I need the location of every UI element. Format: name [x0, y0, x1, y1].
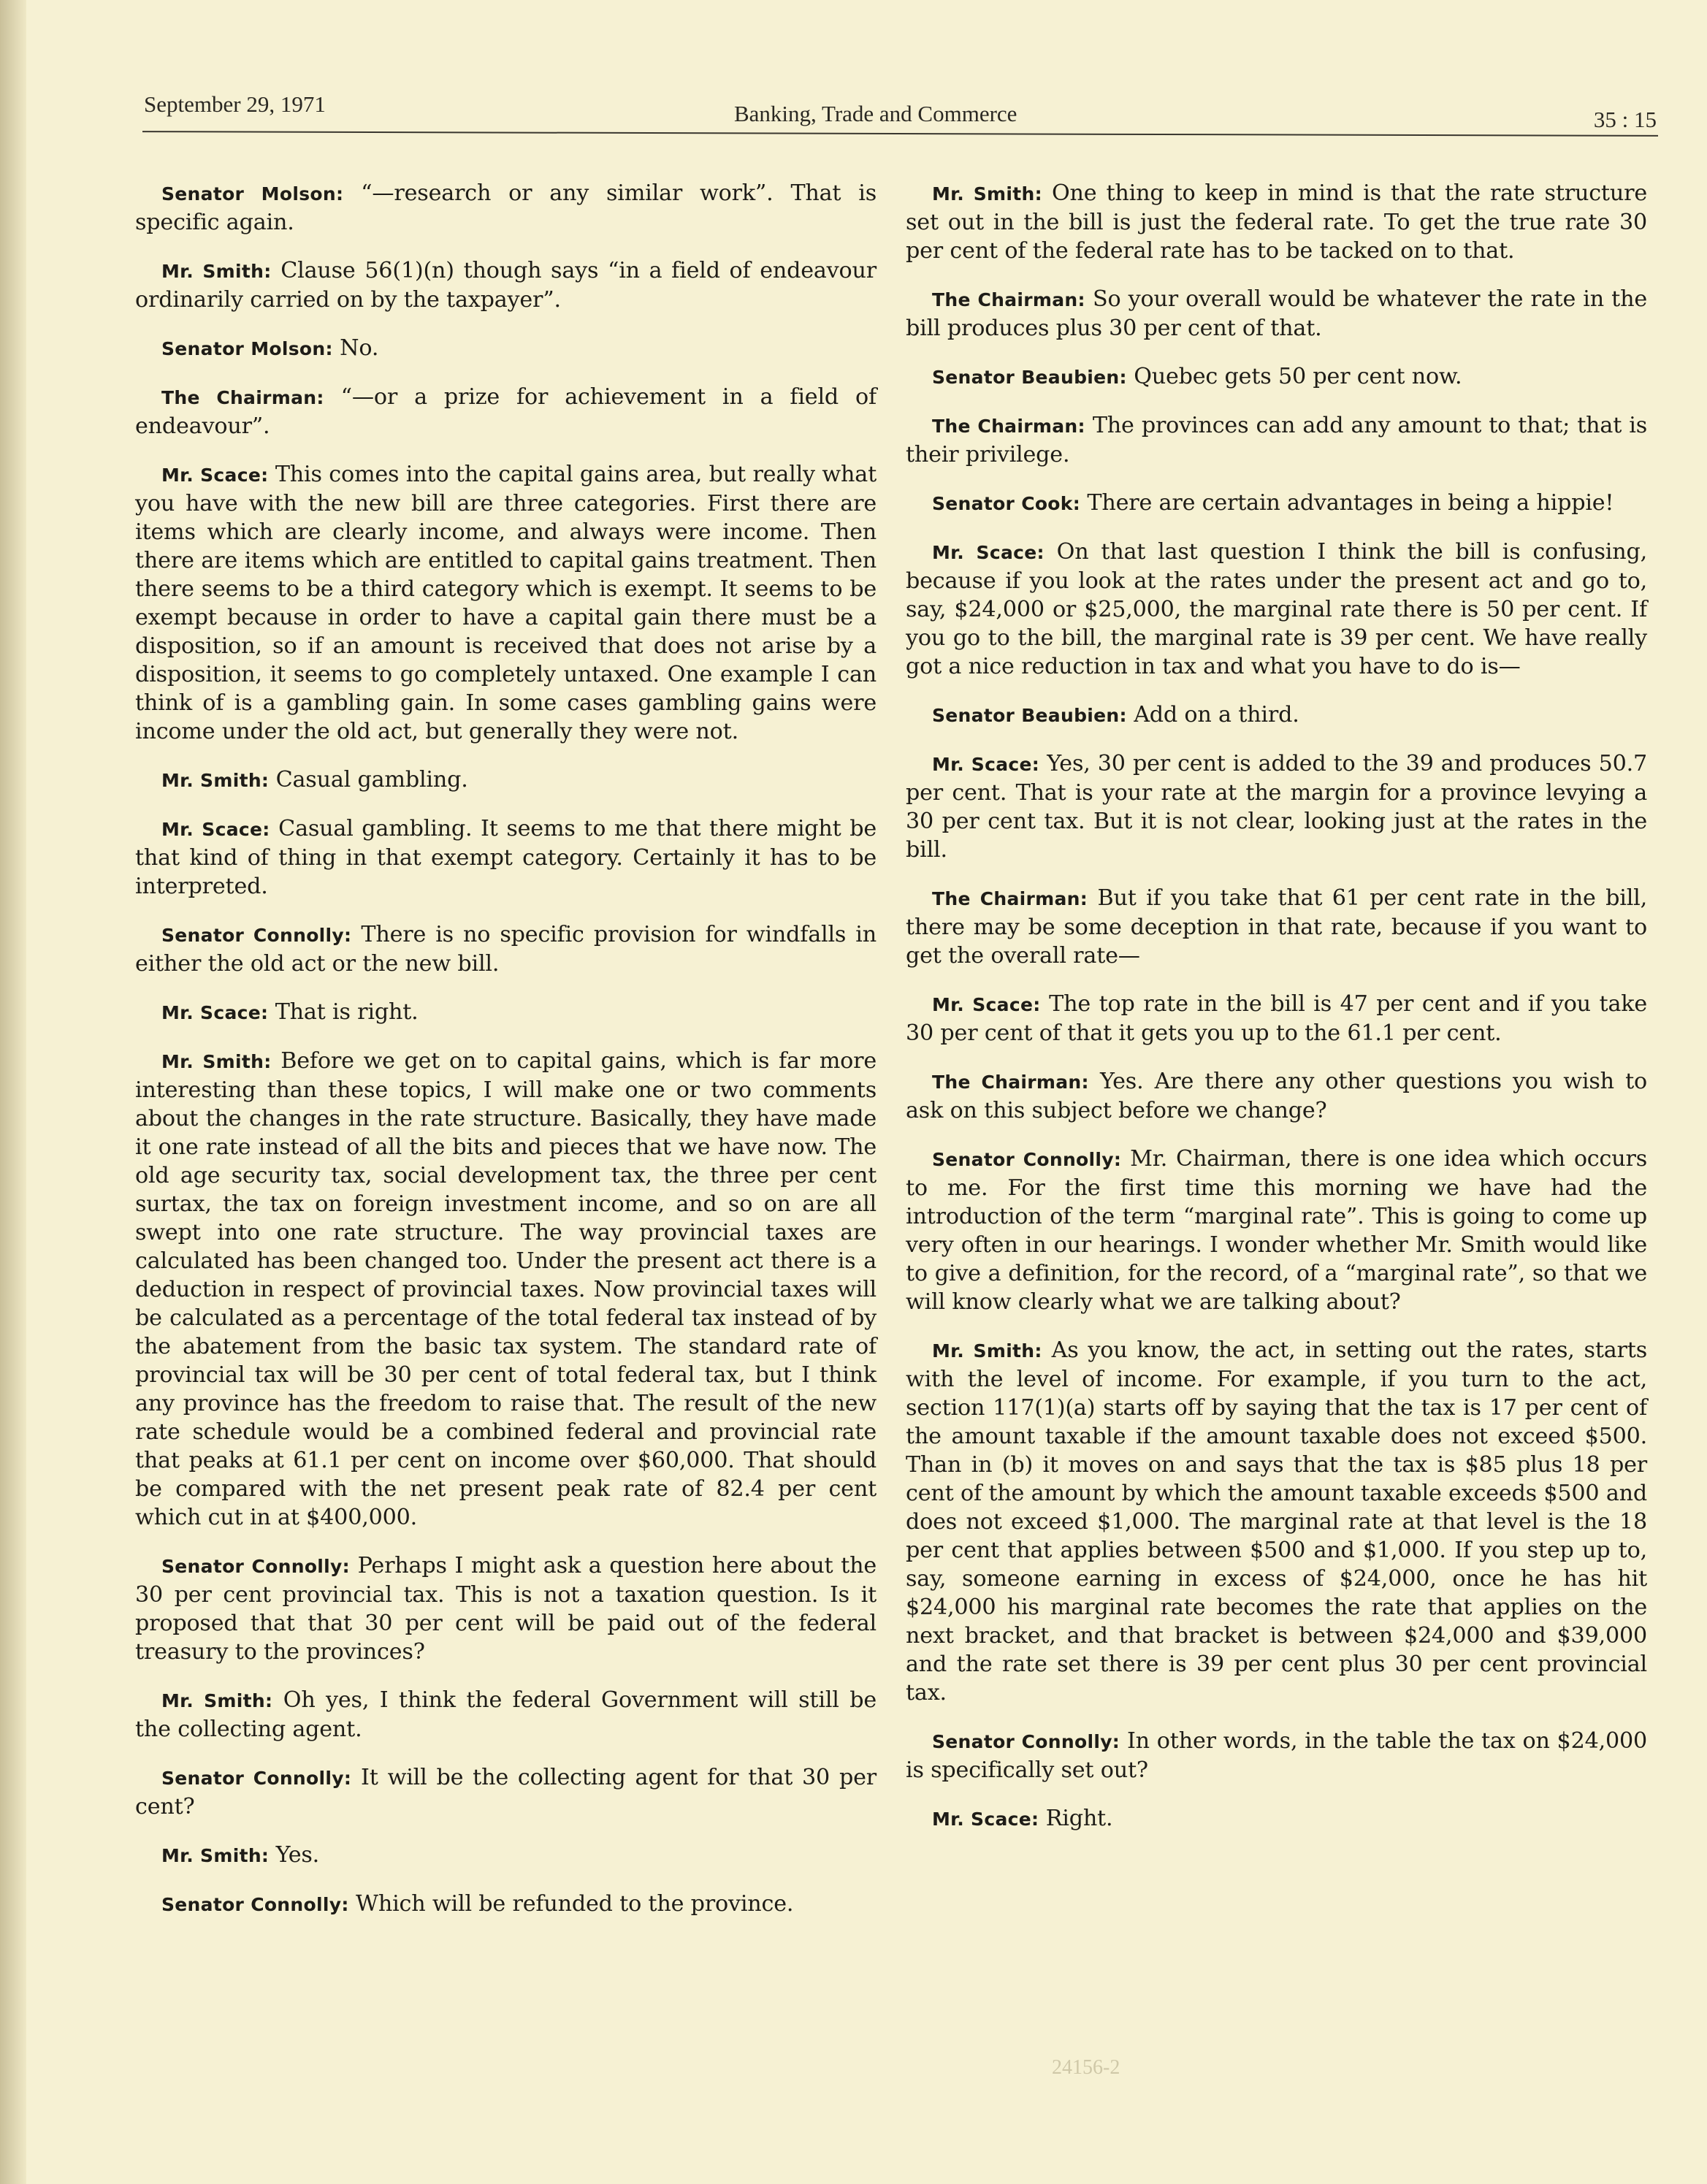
speaker-name: The Chairman: [932, 416, 1085, 437]
speaker-name: Mr. Smith: [161, 1690, 273, 1711]
speech-text: So your overall would be whatever the rate in the bill produces plus 30 per cent of that. [906, 286, 1648, 341]
header-title: Banking, Trade and Commerce [734, 101, 1017, 126]
speaker-name: Senator Connolly: [161, 1768, 352, 1789]
speaker-name: Mr. Smith: [161, 770, 270, 791]
transcript-paragraph [906, 1336, 1647, 1707]
transcript-paragraph [135, 1890, 877, 1919]
speech-text: Oh yes, I think the federal Government will still be the collecting agent. [135, 1687, 877, 1742]
transcript-paragraph [906, 700, 1647, 730]
speech-text: Casual gambling. It seems to me that there might be that kind of thing in that exempt category. Certainly it has to be interpreted. [135, 816, 877, 899]
transcript-paragraph [906, 1727, 1647, 1784]
signature-footnote: 24156-2 [1052, 2056, 1120, 2079]
transcript-paragraph [135, 1551, 877, 1666]
transcript-paragraph [906, 285, 1647, 343]
speech-text: That is right. [268, 999, 419, 1025]
transcript-paragraph [906, 1145, 1647, 1316]
speaker-name: Senator Connolly: [161, 1894, 349, 1915]
transcript-paragraph [906, 990, 1647, 1047]
speech-text: In other words, in the table the tax on $24,000 is specifically set out? [906, 1728, 1647, 1783]
transcript-paragraph [135, 334, 877, 363]
transcript-paragraph [135, 1763, 877, 1821]
speaker-name: Mr. Scace: [161, 465, 269, 486]
speaker-name: Senator Molson: [161, 338, 333, 359]
speech-text: There is no specific provision for windfalls in either the old act or the new bill. [135, 922, 877, 977]
speech-text: This comes into the capital gains area, but really what you have with the new bill are three categories. First there are items which are clearly income, and always were income. Then there are items which are entitled to capital gains treatment. Then there seems to be a third category which is exempt. It seems to be exempt because in order to have a capital gain there must be a disposition, so if an amount is received that does not arise by a disposition, it seems to go completely untaxed. One example I can think of is a gambling gain. In some cases gambling gains were income under the old act, but generally they were not. [135, 462, 877, 744]
transcript-paragraph [135, 1047, 877, 1532]
speech-text: Mr. Chairman, there is one idea which occurs to me. For the first time this morning we have had the introduction of the term “marginal rate”. This is going to come up very often in our hearings. I wonder whether Mr. Smith would like to give a definition, for the record, of a “marginal rate”, so that we will know clearly what we are talking about? [906, 1146, 1647, 1315]
speaker-name: Mr. Scace: [161, 1002, 269, 1023]
transcript-paragraph [906, 411, 1647, 469]
speaker-name: Senator Molson: [161, 183, 344, 205]
speech-text: Perhaps I might ask a question here about the 30 per cent provincial tax. This is not a taxation question. Is it proposed that that 30 per cent will be paid out of the federal treasury to the provinces? [135, 1553, 877, 1665]
speech-text: “—research or any similar work”. That is specific again. [135, 180, 877, 235]
speaker-name: Mr. Scace: [161, 819, 270, 840]
transcript-paragraph [135, 814, 877, 901]
transcript-paragraph [906, 362, 1647, 392]
speech-text: One thing to keep in mind is that the rate structure set out in the bill is just the federal rate. To get the true rate 30 per cent of the federal rate has to be tacked on to that. [906, 180, 1648, 264]
speech-text: It will be the collecting agent for that 30 per cent? [135, 1765, 877, 1820]
speaker-name: Mr. Smith: [161, 1051, 272, 1072]
transcript-paragraph [135, 460, 877, 746]
speech-text: The provinces can add any amount to that; that is their privilege. [906, 413, 1647, 467]
transcript-paragraph [135, 1686, 877, 1744]
speech-text: As you know, the act, in setting out the rates, starts with the level of income. For example, if you turn to the act, section 117(1)(a) starts off by saying that the tax is 17 per cent of the amount taxable if the amount taxable does not exceed $500. Than in (b) it moves on and says that the tax is $85 plus 18 per cent of the amount by which the amount taxable exceeds $500 and does not exceed $1,000. The marginal rate at that level is the 18 per cent that applies between $500 and $1,000. If you step up to, say, someone earning in excess of $24,000, once he has hit $24,000 his marginal rate becomes the rate that applies on the next bracket, and that bracket is between $24,000 and $39,000 and the rate set there is 39 per cent plus 30 per cent provincial tax. [906, 1337, 1647, 1706]
speech-text: Before we get on to capital gains, which is far more interesting than these topics, I will make one or two comments about the changes in the rate structure. Basically, they have made it one rate instead of all the bits and pieces that we have now. The old age security tax, social development tax, the three per cent surtax, the tax on foreign investment income, and so on are all swept into one rate structure. The way provincial taxes are calculated has been changed too. Under the present act there is a deduction in respect of provincial taxes. Now provincial taxes will be calculated as a percentage of the total federal tax instead of by the abatement from the basic tax system. The standard rate of provincial tax will be 30 per cent of total federal tax, but I think any province has the freedom to raise that. The result of the new rate schedule would be a combined federal and provincial rate that peaks at 61.1 per cent on income over $60,000. That should be compared with the net present peak rate of 82.4 per cent which cut in at $400,000. [135, 1048, 877, 1530]
speaker-name: Mr. Smith: [932, 1340, 1042, 1362]
transcript-paragraph [906, 749, 1647, 864]
speech-text: Casual gambling. [269, 767, 468, 793]
speech-text: Clause 56(1)(n) though says “in a field of endeavour ordinarily carried on by the taxpayer”. [135, 258, 877, 313]
transcript-paragraph [906, 179, 1647, 265]
transcript-paragraph [135, 998, 877, 1027]
speaker-name: The Chairman: [932, 888, 1088, 909]
page-binding-edge [0, 0, 26, 2184]
speaker-name: Mr. Smith: [161, 1845, 270, 1866]
speech-text: The top rate in the bill is 47 per cent and if you take 30 per cent of that it gets you up to the 61.1 per cent. [906, 991, 1648, 1046]
transcript-paragraph [906, 538, 1647, 681]
speaker-name: Mr. Scace: [932, 994, 1041, 1015]
speaker-name: Mr. Scace: [932, 754, 1040, 775]
left-column [135, 179, 877, 1939]
speaker-name: Mr. Scace: [932, 1809, 1039, 1830]
speech-text: Add on a third. [1126, 702, 1299, 728]
speech-text: On that last question I think the bill is confusing, because if you look at the rates under the present act and go to, say, $24,000 or $25,000, the marginal rate there is 50 per cent. If you go to the bill, the marginal rate is 39 per cent. We have really got a nice reduction in tax and what you have to do is— [906, 539, 1647, 679]
transcript-paragraph [135, 383, 877, 440]
speaker-name: Senator Connolly: [932, 1731, 1120, 1752]
transcript-paragraph [135, 179, 877, 237]
right-column [906, 179, 1647, 1853]
speaker-name: Senator Connolly: [161, 925, 352, 946]
speaker-name: Senator Connolly: [932, 1149, 1122, 1170]
speech-text: But if you take that 61 per cent rate in the bill, there may be some deception in that rate, because if you want to get the overall rate— [906, 885, 1647, 969]
speech-text: No. [332, 335, 379, 361]
speech-text: “—or a prize for achievement in a field of endeavour”. [135, 384, 877, 439]
speaker-name: Senator Beaubien: [932, 367, 1127, 388]
speaker-name: Mr. Smith: [161, 261, 272, 282]
transcript-paragraph [135, 765, 877, 795]
speech-text: Yes. Are there any other questions you wish to ask on this subject before we change? [906, 1069, 1647, 1123]
speaker-name: The Chairman: [932, 1072, 1089, 1093]
speech-text: Yes, 30 per cent is added to the 39 and produces 50.7 per cent. That is your rate at the margin for a province levying a 30 per cent tax. But it is not clear, looking just at the rates in the bill. [906, 751, 1648, 863]
speech-text: Which will be refunded to the province. [348, 1891, 794, 1917]
transcript-paragraph [906, 1067, 1647, 1125]
transcript-paragraph [906, 1804, 1647, 1833]
speech-text: Right. [1039, 1806, 1113, 1831]
transcript-paragraph [135, 256, 877, 314]
speaker-name: Senator Cook: [932, 493, 1081, 514]
transcript-paragraph [906, 489, 1647, 518]
speaker-name: Mr. Smith: [932, 183, 1042, 205]
transcript-paragraph [135, 1841, 877, 1870]
transcript-paragraph [906, 884, 1647, 970]
speaker-name: The Chairman: [932, 289, 1085, 310]
page-header [142, 86, 1658, 137]
speech-text: There are certain advantages in being a hippie! [1080, 490, 1614, 516]
transcript-paragraph [135, 920, 877, 978]
speaker-name: The Chairman: [161, 387, 324, 408]
header-rule [142, 131, 1658, 137]
header-date: September 29, 1971 [144, 91, 326, 117]
header-page-number: 35 : 15 [1593, 107, 1657, 132]
speaker-name: Senator Beaubien: [932, 705, 1127, 726]
speech-text: Quebec gets 50 per cent now. [1126, 364, 1462, 389]
speech-text: Yes. [269, 1842, 320, 1868]
speaker-name: Senator Connolly: [161, 1556, 350, 1577]
speaker-name: Mr. Scace: [932, 542, 1045, 563]
